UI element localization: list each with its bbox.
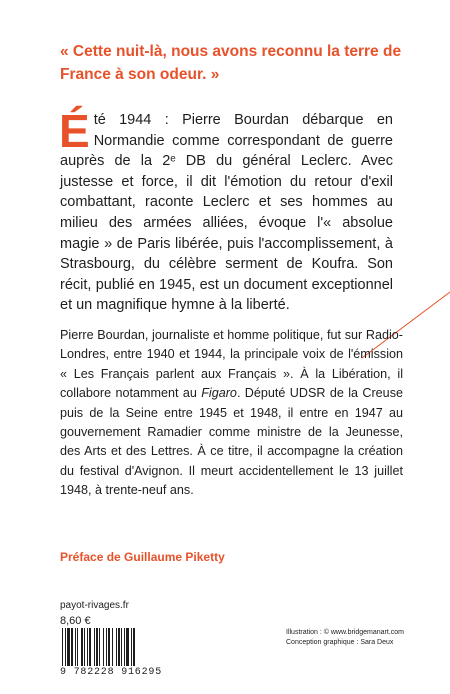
bio-newspaper-title: Figaro — [201, 386, 237, 401]
drop-cap: É — [59, 105, 90, 157]
preface-credit: Préface de Guillaume Piketty — [60, 550, 225, 564]
intro-paragraph — [59, 105, 393, 316]
intro-text: té 1944 : Pierre Bourdan débarque en Normandie comme correspondant de guerre auprès de la 2ᵉ DB du général Leclerc. Avec justesse et force, il dit l'émotion du retour d'exil combattant, raconte Leclerc et ses hommes au milieu des armées alliées, évoque l'« absolue magie » de Paris libérée, puis l'accomplissement, à Strasbourg, du célèbre serment de Koufra. Son récit, publié en 1945, est un document exceptionnel et un magnifique hymne à la liberté. — [60, 112, 393, 314]
isbn-number: 9 782228 916295 — [60, 667, 163, 678]
cover-credits — [286, 628, 404, 648]
bio-text-part2: . Député UDSR de la Creuse puis de la Seine entre 1945 et 1948, il entre en 1947 au gouvernement Ramadier comme ministre de la Jeunesse, des Arts et des Lettres. À ce titre, il accompagne la création du festival d'Avignon. Il meurt accidentellement le 13 juillet 1948, à trente-neuf ans. — [60, 386, 403, 498]
illustration-credit: Illustration : © www.bridgemanart.com — [286, 629, 404, 636]
bio-text-part1: Pierre Bourdan, journaliste et homme politique, fut sur Radio-Londres, entre 1940 et 1944, la principale voix de l'émission « Les Français parlent aux Français ». À la Libération, il collabore notamment au — [60, 328, 403, 401]
back-cover-quote: « Cette nuit-là, nous avons reconnu la terre de France à son odeur. » — [60, 43, 402, 83]
barcode — [58, 628, 178, 666]
author-bio-paragraph — [60, 326, 403, 501]
price: 8,60 € — [60, 615, 91, 627]
publisher-website: payot-rivages.fr — [60, 600, 129, 611]
design-credit: Conception graphique : Sara Deux — [286, 639, 394, 646]
